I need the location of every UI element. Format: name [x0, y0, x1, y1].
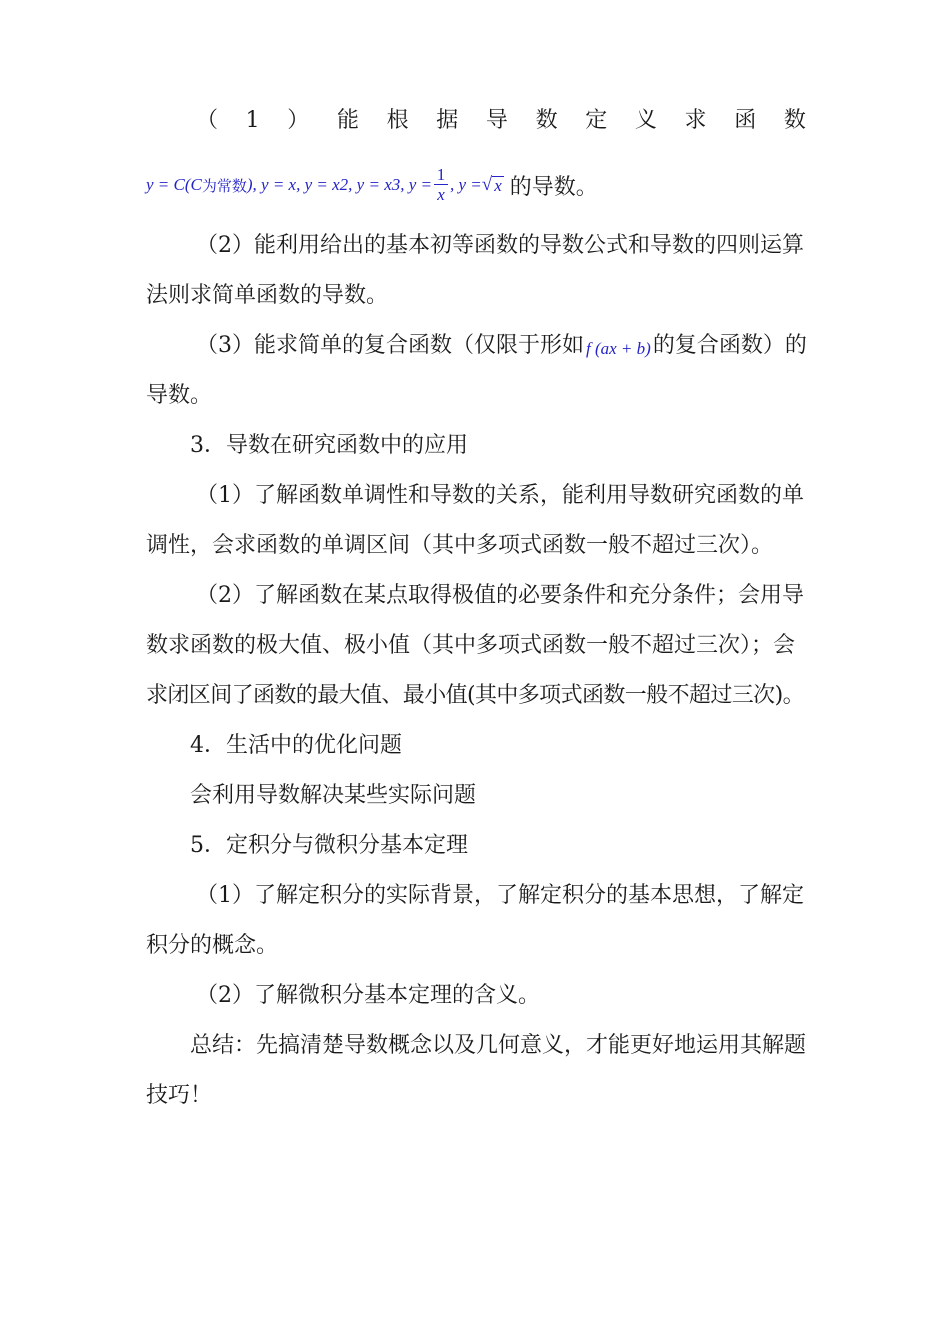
- sqrt-radical-icon: √: [481, 174, 493, 195]
- item3-post: 的复合函数）的: [652, 333, 807, 358]
- item1-char: 能: [336, 108, 359, 133]
- item2-line2: 法则求简单函数的导数。: [146, 283, 389, 308]
- formula-part3: , y = x: [348, 175, 392, 194]
- item1-char: 据: [436, 108, 459, 133]
- formula-part1-cjk: 为常数: [201, 176, 247, 195]
- item1-formula: [146, 160, 598, 210]
- s4-text: 会利用导数解决某些实际问题: [190, 783, 477, 808]
- s3-item1-line2: 调性，会求函数的单调区间（其中多项式函数一般不超过三次）。: [146, 533, 774, 558]
- item1-char: 义: [634, 108, 657, 133]
- formula-part4: , y =: [400, 175, 433, 194]
- item1-char: 定: [585, 108, 608, 133]
- formula-part2: ), y = x, y = x: [246, 175, 340, 194]
- sqrt-argument: x: [494, 175, 502, 195]
- item1-char: 数: [783, 108, 806, 133]
- section5-title: 5．定积分与微积分基本定理: [190, 833, 468, 858]
- s3-item2-line3: 求闭区间了函数的最大值、最小值(其中多项式函数一般不超过三次)。: [146, 683, 804, 708]
- summary-line2: 技巧！: [146, 1083, 213, 1108]
- item2-line1: （2）能利用给出的基本初等函数的导数公式和导数的四则运算: [196, 233, 804, 258]
- formula-part5: , y =: [450, 175, 482, 194]
- item3-math: f (ax + b): [586, 339, 651, 358]
- item1-char: ）: [287, 108, 310, 133]
- item3-pre: （3）能求简单的复合函数（仅限于形如: [196, 333, 584, 358]
- item1-char: 数: [535, 108, 558, 133]
- s3-item2-line1: （2）了解函数在某点取得极值的必要条件和充分条件；会用导: [196, 583, 804, 608]
- s5-item2: （2）了解微积分基本定理的含义。: [196, 983, 540, 1008]
- item3-line1: [196, 331, 807, 362]
- item1-char: 求: [684, 108, 707, 133]
- s5-item1-line1: （1）了解定积分的实际背景，了解定积分的基本思想，了解定: [196, 883, 804, 908]
- item1-char: （: [196, 108, 219, 133]
- item1-char: 根: [386, 108, 409, 133]
- section3-title: 3．导数在研究函数中的应用: [190, 433, 468, 458]
- item1-char: 1: [245, 108, 260, 133]
- formula-sup2: 2: [339, 175, 349, 194]
- s5-item1-line2: 积分的概念。: [146, 933, 279, 958]
- formula-sup3: 3: [391, 175, 401, 194]
- formula-tail: 的导数。: [509, 174, 598, 200]
- fraction-numerator: 1: [436, 164, 446, 184]
- s3-item2-line2: 数求函数的极大值、极小值（其中多项式函数一般不超过三次）；会: [146, 633, 796, 658]
- item1-line1: [196, 106, 806, 136]
- formula-sqrt: [482, 174, 504, 196]
- item1-char: 导: [485, 108, 508, 133]
- summary-line1: 总结：先搞清楚导数概念以及几何意义，才能更好地运用其解题: [190, 1033, 807, 1058]
- fraction-denominator: x: [437, 184, 445, 204]
- item3-line2: 导数。: [146, 383, 213, 408]
- section4-title: 4．生活中的优化问题: [190, 733, 402, 758]
- formula-fraction: [434, 166, 448, 205]
- s3-item1-line1: （1）了解函数单调性和导数的关系，能利用导数研究函数的单: [196, 483, 804, 508]
- item1-char: 函: [734, 108, 757, 133]
- formula-part1: y = C(C: [146, 175, 202, 194]
